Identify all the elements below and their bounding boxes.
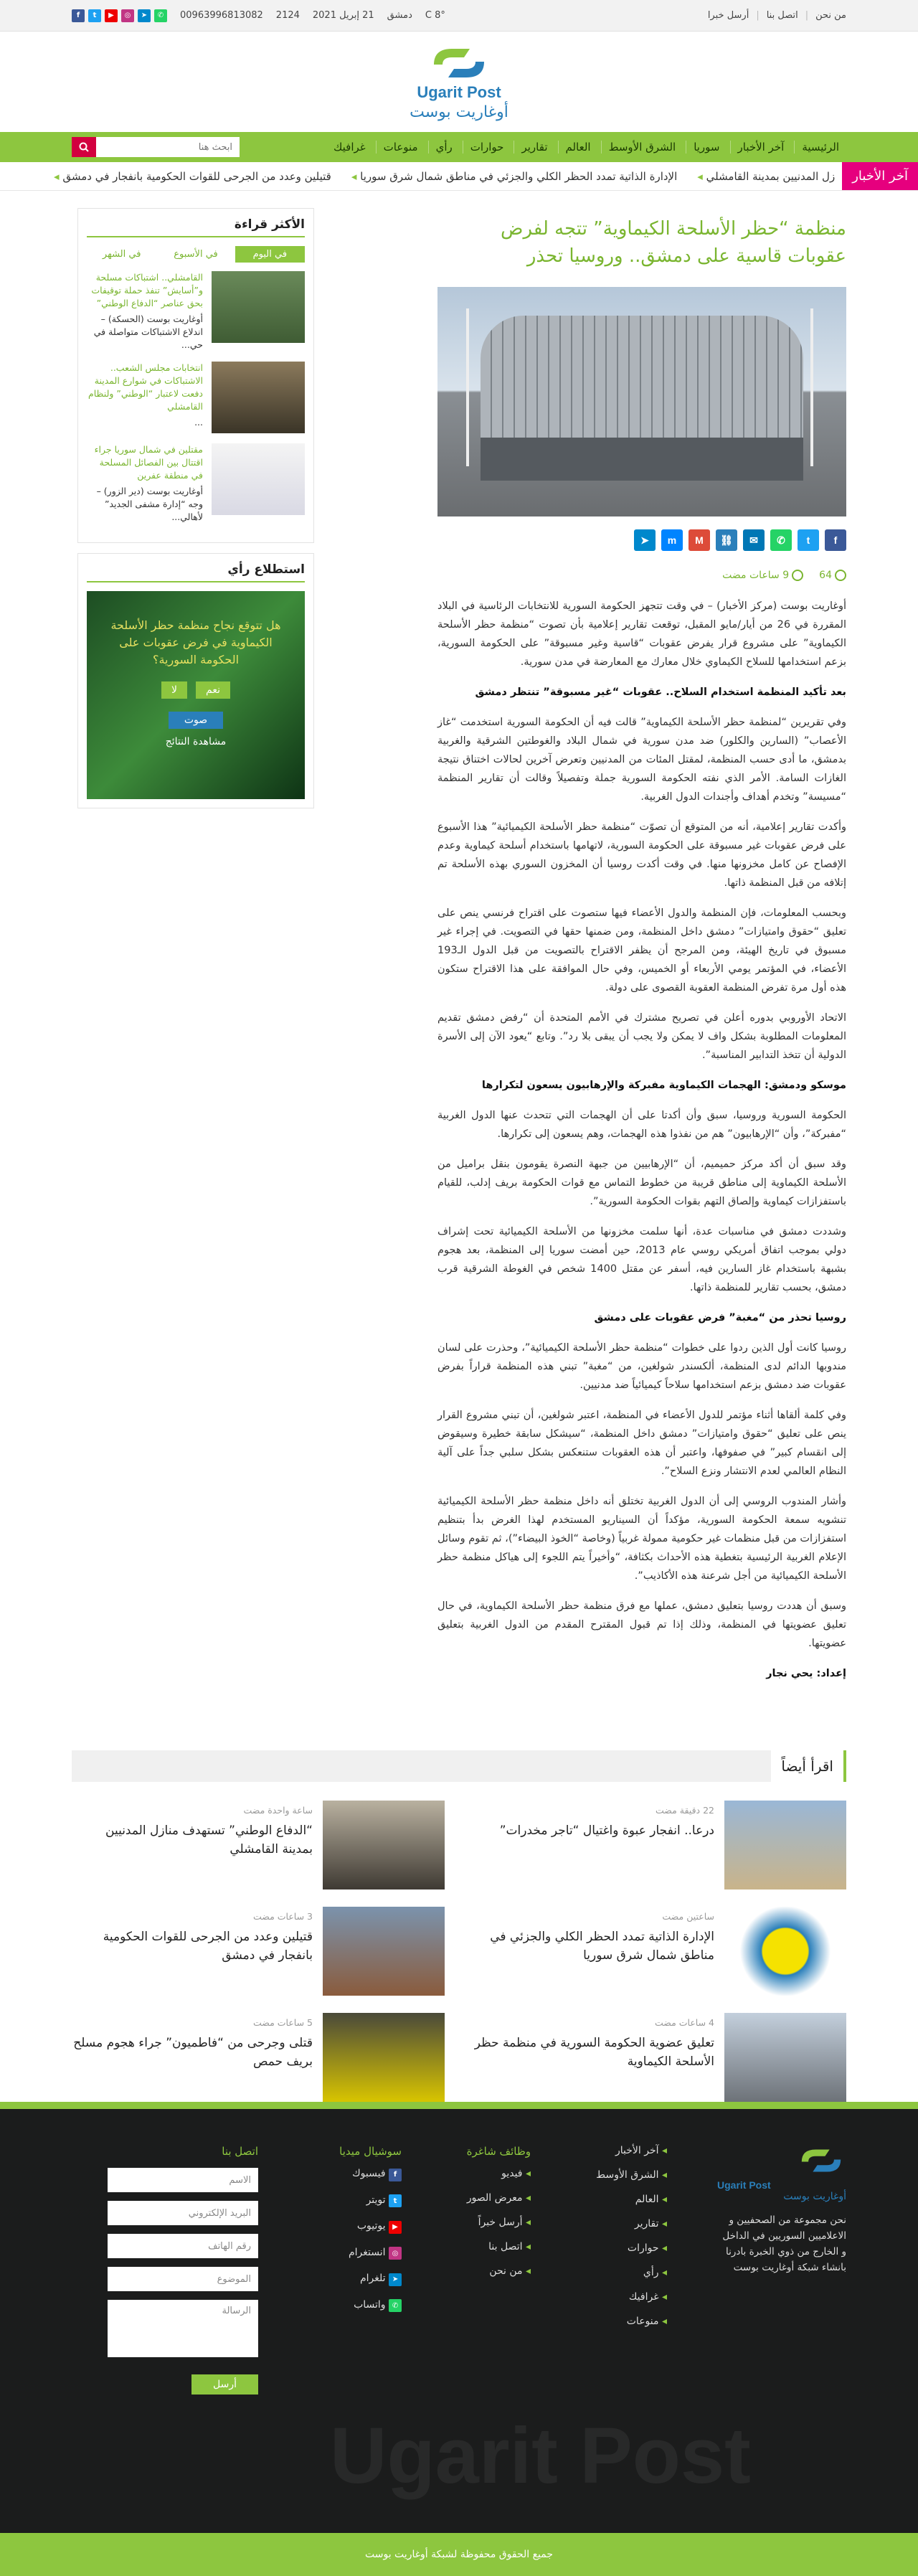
nav-world[interactable]: العالم xyxy=(558,141,598,154)
related-thumb xyxy=(724,1801,846,1889)
poll-widget xyxy=(77,553,314,808)
related-item[interactable] xyxy=(473,2013,846,2102)
footer-link[interactable]: ◂ آخر الأخبار xyxy=(559,2145,667,2156)
date: 21 إبريل 2021 xyxy=(312,10,374,21)
clock-icon xyxy=(792,570,803,581)
logo-text-ar: أوغاريت بوست xyxy=(410,103,508,121)
article-image xyxy=(437,287,846,516)
related-title[interactable]: قتيلين وعدد من الجرحى للقوات الحكومية بانفجار في دمشق xyxy=(103,1930,313,1963)
article-paragraph: الاتحاد الأوروبي بدوره أعلن في تصريح مشترك في الأمم المتحدة أن “رفض دمشق تقديم المعلومات المطلوبة بشكل واف لا يمكن ولا يجب أن يبقى بلا رد”. وتابع “يعود الآن إلى الأسرة الدولية أن تتخذ التدابير المناسبة”. xyxy=(437,1012,846,1061)
popular-item-desc: أوغاريت بوست (دير الزور) – وجه “إدارة مشفى الجديد” لأهالي... xyxy=(96,486,203,522)
article-paragraph: روسيا كانت أول الذين ردوا على خطوات “منظمة حظر الأسلحة الكيميائية”، وحذرت على لسان مندوبها الدائم لدى المنظمة، ألكسندر شولغين، من “مغبة” تبني هذه المنظمة قراراً بفرض عقوبات ضد دمشق بزعم استخدامها سلاحاً كيميائياً ضد مدنيين. xyxy=(437,1342,846,1391)
footer-watermark: Ugarit Post xyxy=(330,2412,751,2500)
logo[interactable] xyxy=(0,32,918,132)
about-link[interactable]: من نحن xyxy=(815,10,846,21)
share-twitter-icon[interactable]: t xyxy=(798,529,819,551)
popular-thumb xyxy=(212,271,305,343)
whatsapp-icon: ✆ xyxy=(389,2299,402,2312)
article-subheading: بعد تأكيد المنظمة استخدام السلاح.. عقوبات “غير مسبوقة” تنتظر دمشق xyxy=(475,687,846,698)
popular-item[interactable] xyxy=(87,362,305,433)
poll-option-no[interactable]: لا xyxy=(161,681,187,699)
main-nav xyxy=(0,132,918,162)
footer-link[interactable]: ◂ العالم xyxy=(559,2194,667,2205)
popular-thumb xyxy=(212,443,305,515)
read-also-title: اقرأ أيضاً xyxy=(771,1750,846,1782)
footer-link[interactable]: ◂ تقارير xyxy=(559,2218,667,2230)
related-title[interactable]: درعا.. انفجار عبوة واغتيال “تاجر مخدرات” xyxy=(499,1824,714,1838)
poll-options xyxy=(87,681,305,699)
contact-link[interactable]: اتصل بنا xyxy=(766,10,798,21)
related-time: 4 ساعات مضت xyxy=(654,2017,714,2028)
sidebar xyxy=(77,208,314,818)
instagram-icon: ◎ xyxy=(389,2247,402,2260)
related-item[interactable] xyxy=(473,1907,846,1996)
article-paragraph: أوغاريت بوست (مركز الأخبار) – في وقت تتجهز الحكومة السورية للانتخابات الرئاسية في البلاد المقررة في 26 من أيار/مايو المقبل، توقعت تقارير إعلامية بأن تصوت “منظمة حظر الأسلحة الكيماوية” على مشروع قرار يفرض عقوبات “قاسية وغير مسبوقة” على الحكومة السورية، بزعم استخدامها للسلاح الكيماوي خلال معارك مع المعارضة في مدن سورية. xyxy=(437,600,846,668)
footer-logo-ar: أوغاريت بوست xyxy=(783,2191,846,2202)
visitor-counter: 2124 xyxy=(275,10,300,21)
send-news-link[interactable]: أرسل خبرا xyxy=(707,10,749,21)
tab-month[interactable]: في الشهر xyxy=(102,249,141,260)
nav-misc[interactable]: منوعات xyxy=(376,141,425,154)
message-field[interactable]: الرسالة xyxy=(108,2300,258,2357)
article-paragraph: وأشار المندوب الروسي إلى أن الدول الغربية تختلق أنه داخل منظمة حظر الأسلحة الكيميائية تنشويه سمعة الحكومة السورية، مؤكداً أن السيناريو المستخدم لهذا الغرض بدأ بتنظيم استفزازات من قبل منظمات غير حكومية ممولة غربياً (وخاصة “الخوذ البيضاء”)، ثم تقوم وسائل الإعلام الغربية الرئيسية بتغطية هذه الأحداث بكثافة، “وأخيراً يتم اللجوء إلى هياكل منظمة حظر الأسلحة الكيميائية من أجل شرعنة هذه الأكاذيب”. xyxy=(437,1496,846,1582)
search-input[interactable] xyxy=(96,137,240,157)
related-time: 3 ساعات مضت xyxy=(252,1911,313,1922)
popular-title: الأكثر قراءة xyxy=(87,217,305,237)
footer-link[interactable]: ◂ فيديو xyxy=(430,2168,531,2179)
search-button[interactable] xyxy=(72,137,96,157)
related-title[interactable]: “الدفاع الوطني” تستهدف منازل المدنيين بمدينة القامشلي xyxy=(105,1824,313,1856)
nav-opinion[interactable]: رأي xyxy=(428,141,460,154)
popular-item-title[interactable]: انتخابات مجلس الشعب.. الاشتباكات في شوارع المدينة دفعت لاعتبار “الوطني” ولنظام القامشلي xyxy=(88,362,203,412)
separator: | xyxy=(805,10,809,21)
related-thumb xyxy=(323,1801,445,1889)
nav-middle-east[interactable]: الشرق الأوسط xyxy=(601,141,683,154)
related-title[interactable]: الإدارة الذاتية تمدد الحظر الكلي والجزئي في مناطق شمال شرق سوريا xyxy=(490,1930,714,1963)
footer-about xyxy=(717,2145,846,2275)
related-thumb xyxy=(323,1907,445,1996)
top-links xyxy=(708,10,846,21)
building-shape xyxy=(481,316,803,481)
search-box xyxy=(72,137,240,157)
related-thumb xyxy=(724,1907,846,1996)
footer-link[interactable]: ◂ أرسل خبراً xyxy=(430,2217,531,2228)
nav-graphics[interactable]: غرافيك xyxy=(333,141,366,154)
nav-latest[interactable]: آخر الأخبار xyxy=(730,141,792,154)
flagpole xyxy=(810,308,813,466)
phone: 00963996813082 xyxy=(180,10,263,21)
popular-item[interactable] xyxy=(87,271,305,352)
vote-button[interactable]: صوت xyxy=(169,712,223,729)
article-paragraph: وفي تقريرين “لمنظمة حظر الأسلحة الكيماوية” قالت فيه أن الحكومة السورية استخدمت “غاز الأعصاب” (السارين والكلور) ضد مدن سورية في شمال البلاد والغوطتين الشرقية والغربية بدمشق، ما أدى حسب المنظمة، لمقتل المئات من المدنيين وتعرض آخرين لحالات اختناق نتيجة الغازات السامة. الأمر الذي نفته الحكومة السورية جملة وتفصيلاً وقالت أن تقارير المنظمة “مسيسة” وتخدم أهداف وأجندات الدول الغربية. xyxy=(437,717,846,803)
footer-col-pages xyxy=(430,2145,531,2290)
footer-social-twitter[interactable]: t تويتر xyxy=(301,2194,402,2208)
email-field[interactable]: البريد الإلكتروني xyxy=(108,2201,258,2225)
ticker-item[interactable]: زل المدنيين بمدينة القامشلي ◂ xyxy=(697,170,835,183)
youtube-icon: ▶ xyxy=(389,2221,402,2234)
logo-icon xyxy=(427,43,491,83)
temperature: °C 8 xyxy=(425,10,445,21)
read-also-grid xyxy=(72,1801,846,2102)
share-email-icon[interactable]: ✉ xyxy=(743,529,765,551)
contact-title: اتصل بنا xyxy=(222,2145,258,2158)
related-time: ساعتين مضت xyxy=(662,1911,714,1922)
related-thumb xyxy=(323,2013,445,2102)
popular-tabs xyxy=(87,246,305,263)
footer-col-title[interactable]: وظائف شاغرة xyxy=(466,2145,531,2158)
eye-icon xyxy=(835,570,846,581)
footer-col-sections xyxy=(559,2145,667,2340)
twitter-icon: t xyxy=(389,2194,402,2207)
share-facebook-icon[interactable]: f xyxy=(825,529,846,551)
article-subheading: إعداد: يحي نجار xyxy=(766,1668,846,1679)
share-bar xyxy=(437,529,846,551)
share-gmail-icon[interactable]: M xyxy=(688,529,710,551)
related-item[interactable] xyxy=(72,2013,445,2102)
view-results-link[interactable]: مشاهدة النتائج xyxy=(165,736,227,747)
read-also xyxy=(72,1750,846,2102)
footer-link[interactable]: ◂ حوارات xyxy=(559,2242,667,2254)
footer-social-telegram[interactable]: ➤ تلغرام xyxy=(301,2273,402,2286)
city: دمشق xyxy=(387,10,412,21)
ticker-item[interactable]: الإدارة الذاتية تمدد الحظر الكلي والجزئي في مناطق شمال شرق سوريا ◂ xyxy=(351,170,677,183)
related-title[interactable]: تعليق عضوية الحكومة السورية في منظمة حظر الأسلحة الكيماوية xyxy=(474,2036,714,2069)
poll-title: استطلاع رأي xyxy=(87,562,305,582)
article-subheading: موسكو ودمشق: الهجمات الكيماوية مفبركة والإرهابيون يسعون لتكرارها xyxy=(481,1080,846,1091)
footer-link[interactable]: ◂ منوعات xyxy=(559,2316,667,2327)
news-ticker xyxy=(0,162,918,191)
footer-social-instagram[interactable]: ◎ انستغرام xyxy=(301,2247,402,2260)
footer-link[interactable]: ◂ غرافيك xyxy=(559,2291,667,2303)
article-title: منظمة “حظر الأسلحة الكيماوية” تتجه لفرض عقوبات قاسية على دمشق.. وروسيا تحذر xyxy=(501,218,846,267)
article-paragraph: وسبق أن هددت روسيا بتعليق دمشق، عملها مع فرق منظمة حظر الأسلحة الكيماوية، في حال تعليق عضويتها في المنظمة، وذلك إذا تم قبول المقترح المقدم من الدول الغربية بتعليق عضويتها. xyxy=(437,1600,846,1649)
related-time: 5 ساعات مضت xyxy=(252,2017,313,2028)
footer-logo-en: Ugarit Post xyxy=(717,2179,771,2191)
subject-field[interactable]: الموضوع xyxy=(108,2267,258,2291)
related-item[interactable] xyxy=(72,1907,445,1996)
poll-option-yes[interactable]: نعم xyxy=(196,681,230,699)
share-whatsapp-icon[interactable]: ✆ xyxy=(770,529,792,551)
related-time: 22 دقيقة مضت xyxy=(655,1805,714,1816)
telegram-icon[interactable]: ➤ xyxy=(138,9,151,22)
nav-syria[interactable]: سوريا xyxy=(686,141,727,154)
logo-text-en: Ugarit Post xyxy=(417,82,501,101)
views-count: 64 xyxy=(819,570,846,581)
article-paragraph: وقد سبق أن أكد مركز حميميم، أن “الإرهابيين من جبهة النصرة يقومون بنقل براميل من الأسلحة الكيماوية إلى مناطق قريبة من خطوط التماس مع قوات الحكومة بريف إدلب، للقيام باستفزازات كيماوية وإلصاق التهم بقوات الحكومة السورية”. xyxy=(437,1159,846,1207)
social-icons xyxy=(72,9,167,22)
ticker-label: آخر الأخبار xyxy=(842,162,918,191)
popular-item[interactable] xyxy=(87,443,305,524)
popular-widget xyxy=(77,208,314,543)
article-paragraph: وشددت دمشق في مناسبات عدة، أنها سلمت مخزونها من الأسلحة الكيميائية تحت إشراف دولي بموجب اتفاق أمريكي روسي عام 2013، حين أمضت سوريا إلى المنظمة، بعد هجوم بشبهة باستخدام غاز السارين فيه، أسفر عن مقتل 1400 شخص في الغوطة الشرقية قرب دمشق، بحسب تقارير للمنظمة ذاتها. xyxy=(437,1226,847,1293)
footer-col-title: سوشيال ميديا xyxy=(339,2145,402,2158)
footer-link[interactable]: ◂ الشرق الأوسط xyxy=(559,2169,667,2181)
nav-interviews[interactable]: حوارات xyxy=(463,141,511,154)
popular-item-desc: أوغاريت بوست (الحسكة) – اندلاع الاشتباكات متواصلة في حي... xyxy=(93,313,203,350)
popular-thumb xyxy=(212,362,305,433)
popular-item-desc: ... xyxy=(194,417,203,428)
tab-week[interactable]: في الأسبوع xyxy=(174,249,218,260)
twitter-icon[interactable]: t xyxy=(88,9,101,22)
footer-col-social xyxy=(301,2145,402,2325)
telegram-icon: ➤ xyxy=(389,2273,402,2286)
phone-field[interactable]: رقم الهاتف xyxy=(108,2234,258,2258)
footer-logo-icon xyxy=(796,2145,846,2176)
nav-home[interactable]: الرئيسية xyxy=(794,141,846,154)
footer-social-whatsapp[interactable]: ✆ واتساب xyxy=(301,2299,402,2313)
footer xyxy=(0,2102,918,2576)
article xyxy=(437,194,846,1694)
related-time: ساعة واحدة مضت xyxy=(243,1805,313,1816)
instagram-icon[interactable]: ◎ xyxy=(121,9,134,22)
whatsapp-icon[interactable]: ✆ xyxy=(154,9,167,22)
article-meta xyxy=(437,570,846,581)
related-thumb xyxy=(724,2013,846,2102)
share-link-icon[interactable]: ⛓ xyxy=(716,529,737,551)
share-messenger-icon[interactable]: m xyxy=(661,529,683,551)
related-item[interactable] xyxy=(473,1801,846,1889)
article-paragraph: وبحسب المعلومات، فإن المنظمة والدول الأعضاء فيها ستصوت على اقتراح فرنسي ينص على تعليق “حقوق وامتيازات” دمشق داخل المنظمة، ومن ضمنها حقها في التصويت. في إجراء غير مسبوق في تاريخ الهيئة، ومن المرجح أن يظفر الاقتراح بالتصويت من قبل الدول الـ193 الأعضاء، في المؤتمر يومي الأربعاء أو الخميس، وفي حال الموافقة على هذا الاقتراح ستكون هذه أول مرة تفرض المنظمة العقوبة القصوى على دولة. xyxy=(437,907,846,994)
send-button[interactable]: أرسل xyxy=(191,2374,258,2395)
article-paragraph: وفي كلمة ألقاها أثناء مؤتمر للدول الأعضاء في المنظمة، اعتبر شولغين، أن تبني مشروع القرار ينص على تعليق “حقوق وامتيازات” دمشق داخل المنظمة، “سيشكل سابقة خطيرة وسيقوض إلى انقسام كبير” في صفوفها، واعتبر أن هذه العقوبات ستنعكس بشكل سلبي جداً على آلية النظام العالمي لعدم الانتشار ونزع السلاح”. xyxy=(437,1410,846,1477)
youtube-icon[interactable]: ▶ xyxy=(105,9,118,22)
article-paragraph: وأكدت تقارير إعلامية، أنه من المتوقع أن تصوّت “منظمة حظر الأسلحة الكيميائية” هذا الأسبوع على فرض عقوبات غير مسبوقة على الحكومة السورية، لاتهامها باستخدام أسلحة كيماوية وعدم الإفصاح عن كامل مخزونها منها. في وقت أكدت روسيا أن المخزون السوري بهذه الأسلحة تم إتلافه من قبل المنظمة ذاتها. xyxy=(437,821,846,889)
article-paragraph: الحكومة السورية وروسيا، سبق وأن أكدتا على أن الهجمات التي تتحدث عنها الدول الغربية “مفبركة”، وأن “الإرهابيون” هم من نفذوا هذه الهجمات، وهم يسعون إلى تكرارها. xyxy=(437,1110,846,1140)
related-title[interactable]: قتلى وجرحى من “فاطميون” جراء هجوم مسلح بريف حمص xyxy=(73,2036,313,2069)
tab-day[interactable]: في اليوم xyxy=(235,246,305,263)
poll-question: هل تتوقع نجاح منظمة حظر الأسلحة الكيماوية في فرض عقوبات على الحكومة السورية؟ xyxy=(110,618,281,666)
name-field[interactable]: الاسم xyxy=(108,2168,258,2192)
facebook-icon[interactable]: f xyxy=(72,9,85,22)
contact-form xyxy=(86,2145,258,2395)
read-also-header xyxy=(72,1750,846,1782)
search-icon xyxy=(79,142,89,152)
footer-about-text: نحن مجموعة من الصحفيين و الاعلاميين السوريين في الداخل و الخارج من ذوي الخبرة بادرنا بانشاء شبكة أوغاريت بوست xyxy=(722,2214,846,2273)
ticker-items xyxy=(54,170,842,183)
nav-reports[interactable]: تقارير xyxy=(514,141,554,154)
facebook-icon: f xyxy=(389,2169,402,2181)
flagpole xyxy=(466,308,469,466)
footer-social-facebook[interactable]: f فيسبوك xyxy=(301,2168,402,2181)
article-subheading: روسيا تحذر من “مغبة” فرض عقوبات على دمشق xyxy=(594,1312,846,1324)
poll-panel xyxy=(87,591,305,799)
share-telegram-icon[interactable]: ➤ xyxy=(634,529,656,551)
related-item[interactable] xyxy=(72,1801,445,1889)
top-meta xyxy=(72,9,445,22)
footer-link[interactable]: ◂ رأي xyxy=(559,2267,667,2278)
article-body xyxy=(437,597,846,1683)
footer-social-youtube[interactable]: ▶ يوتيوب xyxy=(301,2220,402,2234)
ticker-item[interactable]: قتيلين وعدد من الجرحى للقوات الحكومية بانفجار في دمشق ◂ xyxy=(54,170,331,183)
popular-item-title[interactable]: القامشلي.. اشتباكات مسلحة و”أسايش” تنفذ حملة توقيفات بحق عناصر “الدفاع الوطني” xyxy=(91,272,203,308)
footer-link[interactable]: ◂ معرض الصور xyxy=(430,2192,531,2204)
separator: | xyxy=(756,10,760,21)
top-bar xyxy=(0,0,918,32)
footer-link[interactable]: ◂ من نحن xyxy=(430,2265,531,2277)
published-time: 9 ساعات مضت xyxy=(722,570,803,581)
footer-link[interactable]: ◂ اتصل بنا xyxy=(430,2241,531,2252)
copyright: جميع الحقوق محفوظة لشبكة أوغاريت بوست xyxy=(0,2533,918,2576)
popular-item-title[interactable]: مقتلين في شمال سوريا جراء اقتتال بين الفصائل المسلحة في منطقة عفرين xyxy=(94,444,203,481)
